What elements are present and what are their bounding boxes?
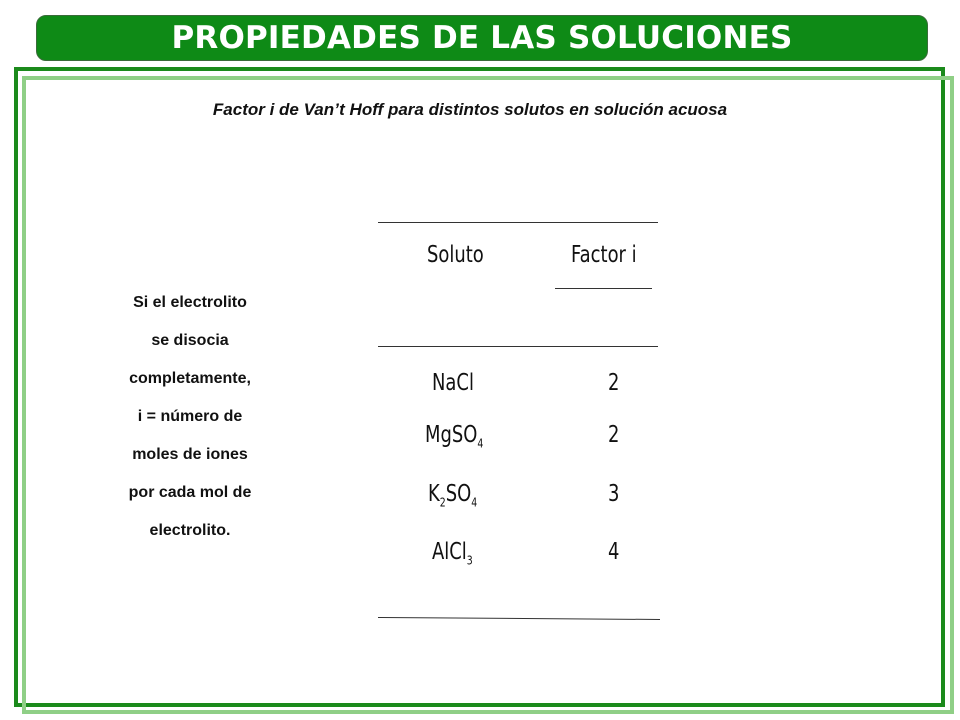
note-line: electrolito. [149,522,231,539]
table-row-solute: $K_2SO_4$ [428,481,478,510]
column-header-factor: Factor i [571,242,637,268]
note-line: se disocia [151,332,229,349]
table-row-solute: AlCl$_3$ [432,539,473,568]
note-line: moles de iones [132,446,248,463]
table-row-factor: 2 [608,370,620,396]
table-row-factor: 2 [608,422,620,448]
column-header-solute: Soluto [427,242,484,268]
table-caption: Factor i de Van’t Hoff para distintos solutos en solución acuosa [212,100,728,119]
note-line: completamente, [129,370,251,387]
title-banner [36,15,928,61]
table-row-solute: NaCl [432,370,474,396]
header-underline [555,288,652,289]
table-top-rule [378,222,658,223]
table-row-factor: 3 [608,481,620,507]
page-title: PROPIEDADES DE LAS SOLUCIONES [171,20,793,56]
note-line: Si el electrolito [133,294,247,311]
note-line: por cada mol de [128,484,252,501]
header-bottom-rule [378,346,658,347]
table-row-factor: 4 [608,539,620,565]
explanation-note [90,290,290,556]
table-row-solute: MgSO$_4$ [425,422,484,451]
note-line: i = número de [137,408,243,425]
